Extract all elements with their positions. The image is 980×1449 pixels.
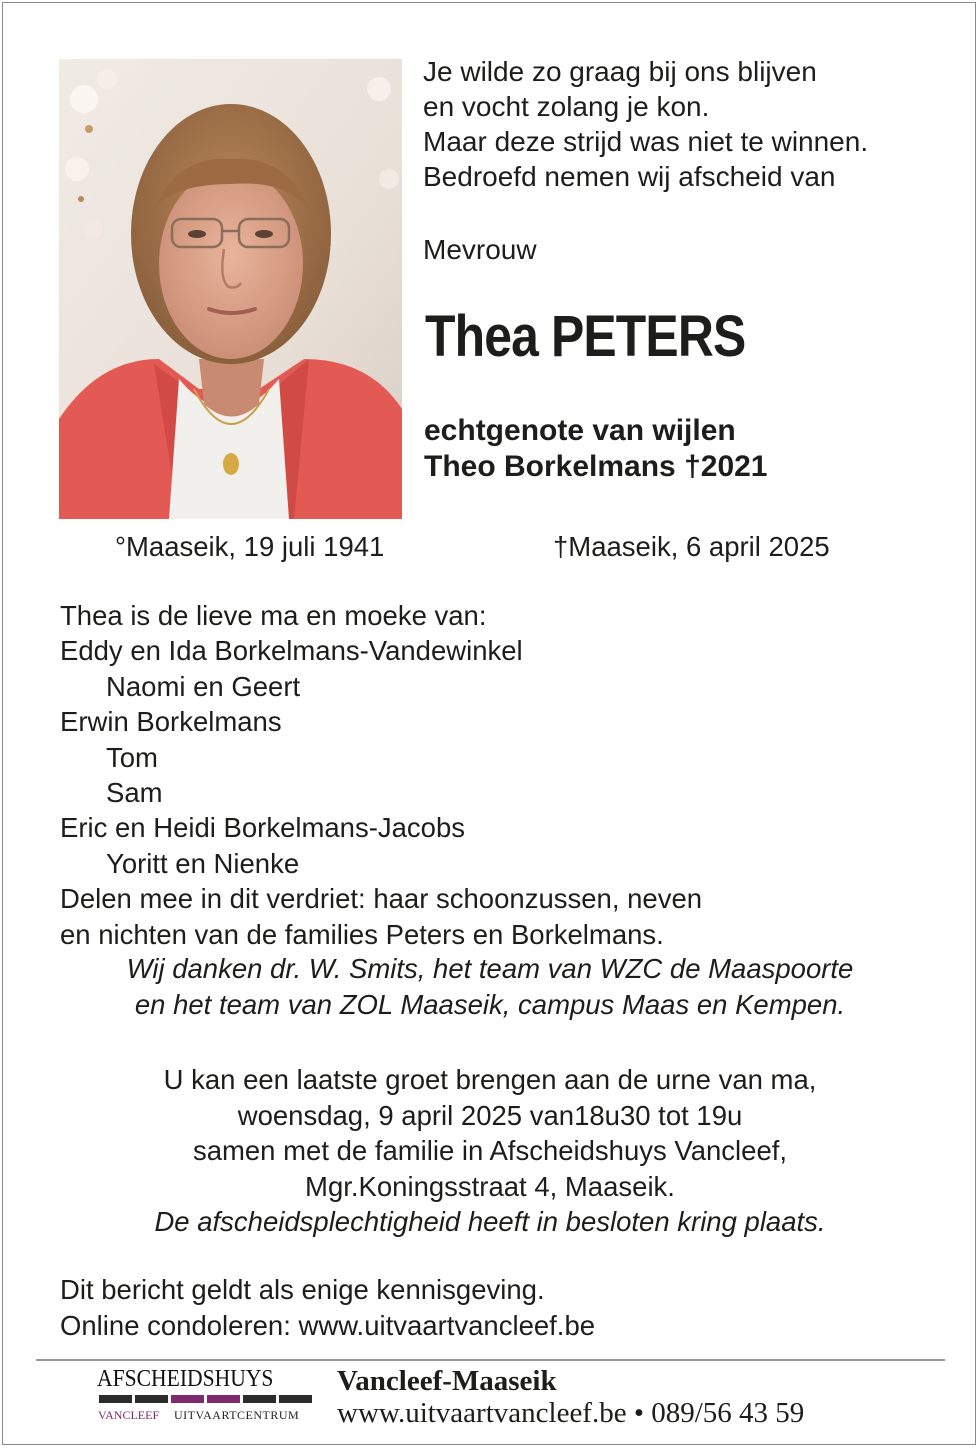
spouse-line: echtgenote van wijlen (424, 414, 736, 447)
intro-line: Maar deze strijd was niet te winnen. (423, 126, 869, 157)
visit-line: samen met de familie in Afscheidshuys Vancleef, (192, 1135, 788, 1166)
family-line: Erwin Borkelmans (60, 706, 282, 738)
logo-sub-uitvaartcentrum: UITVAARTCENTRUM (174, 1408, 300, 1422)
portrait-photo (59, 59, 402, 519)
logo-bar (99, 1395, 312, 1403)
family-line: Thea is de lieve ma en moeke van: (60, 600, 487, 631)
visit-line: Mgr.Koningsstraat 4, Maaseik. (305, 1170, 675, 1202)
family-line: Sam (106, 776, 163, 808)
visit-line: U kan een laatste groet brengen aan de urne van ma, (163, 1064, 817, 1095)
visitation-info (0, 1062, 980, 1240)
salutation: Mevrouw (423, 234, 537, 265)
visit-line: woensdag, 9 april 2025 van18u30 tot 19u (237, 1099, 743, 1131)
birth-info: °Maaseik, 19 juli 1941 (115, 531, 385, 562)
thanks-line: Wij danken dr. W. Smits, het team van WZC de Maaspoorte (126, 953, 854, 984)
footer-divider (36, 1359, 945, 1361)
closing-line: Dit bericht geldt als enige kennisgeving. (60, 1274, 545, 1305)
thanks-line: en het team van ZOL Maaseik, campus Maas en Kempen. (134, 988, 846, 1020)
deceased-name: Thea PETERS (425, 304, 746, 369)
family-line: Delen mee in dit verdriet: haar schoonzussen, neven (60, 883, 703, 915)
intro-line: en vocht zolang je kon. (423, 91, 710, 122)
thanks-text (0, 951, 980, 1022)
intro-line: Je wilde zo graag bij ons blijven (423, 56, 817, 87)
closing-text (60, 1272, 595, 1344)
family-line: en nichten van de families Peters en Borkelmans. (60, 918, 664, 950)
death-info: †Maaseik, 6 april 2025 (553, 531, 830, 562)
intro-verse (423, 54, 868, 194)
spouse-line: Theo Borkelmans †2021 (424, 450, 768, 483)
family-line: Eddy en Ida Borkelmans-Vandewinkel (60, 635, 523, 667)
footer-contact[interactable]: www.uitvaartvancleef.be • 089/56 43 59 (337, 1397, 805, 1429)
intro-line: Bedroefd nemen wij afscheid van (423, 161, 836, 192)
family-line: Naomi en Geert (106, 670, 301, 702)
footer-funeral-home: Vancleef-Maaseik (337, 1365, 557, 1397)
spouse-info (424, 413, 768, 485)
family-line: Tom (106, 741, 158, 773)
logo-wordmark: AFSCHEIDSHUYS (97, 1366, 274, 1392)
family-line: Eric en Heidi Borkelmans-Jacobs (60, 812, 466, 844)
logo-sub-vancleef: VANCLEEF (98, 1408, 160, 1422)
visit-line: De afscheidsplechtigheid heeft in besloten kring plaats. (154, 1206, 826, 1237)
online-condolence-link[interactable]: Online condoleren: www.uitvaartvancleef.be (60, 1310, 596, 1341)
family-list (60, 598, 702, 952)
family-line: Yoritt en Nienke (106, 847, 300, 879)
funeral-home-logo (95, 1366, 307, 1426)
